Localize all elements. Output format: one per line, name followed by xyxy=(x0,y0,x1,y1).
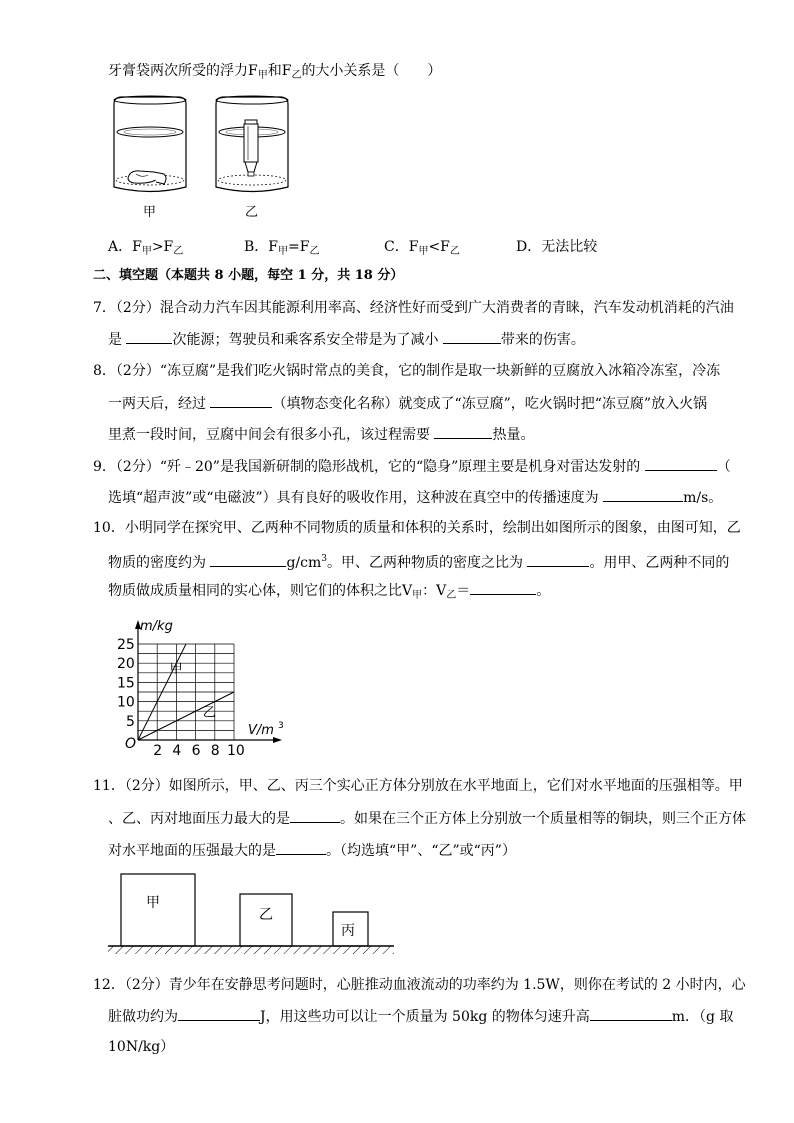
q8-line2 xyxy=(108,393,707,414)
q10-eq: ＝ xyxy=(456,583,471,599)
q10-end: 。 xyxy=(536,583,551,599)
y-tick-label: 5 xyxy=(126,713,135,730)
q10-sub-jia: 甲 xyxy=(412,590,423,601)
q9-line1 xyxy=(93,456,731,477)
y-tick-label: 25 xyxy=(117,637,135,653)
x-tick-label: 6 xyxy=(191,743,201,759)
series-label-jia: 甲 xyxy=(169,661,183,677)
q7-blank-1[interactable] xyxy=(126,329,172,344)
q6-beakers-figure xyxy=(108,92,298,222)
q10-line1: 10．小明同学在探究甲、乙两种不同物质的质量和体积的关系时，绘制出如图所示的图象，由图可知，乙 xyxy=(93,520,741,536)
beaker-jia xyxy=(114,96,186,192)
q10-line3 xyxy=(108,580,550,606)
cube-yi-label: 乙 xyxy=(259,907,273,923)
q10-line2 xyxy=(108,549,729,573)
q11-line2 xyxy=(108,808,746,829)
q6-stem-end: 的大小关系是（ ） xyxy=(301,63,442,79)
q12-line3: 10N/kg） xyxy=(108,1039,175,1055)
q7-blank-2[interactable] xyxy=(443,329,501,344)
q11-text-c: 对水平地面的压强最大的是 xyxy=(108,843,276,859)
q6-and: 和 xyxy=(267,63,282,79)
option-c-rel: <F xyxy=(428,239,450,255)
q10-sub-yi: 乙 xyxy=(446,590,457,601)
x-tick-label: 10 xyxy=(227,743,245,759)
q11-blank-2[interactable] xyxy=(276,840,326,855)
q11-line3 xyxy=(108,840,516,861)
toothpaste-crumpled xyxy=(128,171,166,184)
q10-blank-2[interactable] xyxy=(527,552,589,567)
cube-jia-label: 甲 xyxy=(146,895,160,911)
q10-unit: g/cm xyxy=(286,555,322,571)
q6-stem-text: 牙膏袋两次所受的浮力 xyxy=(108,63,248,79)
q9-line2 xyxy=(108,487,722,508)
q10-text-d: 物质做成质量相同的实心体，则它们的体积之比V xyxy=(108,583,413,599)
q11-text-d: 。（均选填“甲”、“乙”或“丙”） xyxy=(326,843,516,859)
q12-blank-1[interactable] xyxy=(178,1006,260,1021)
q10-unit-sup: 3 xyxy=(321,554,327,564)
q7-text-a: 是 xyxy=(108,332,127,348)
q6-option-b xyxy=(244,237,319,262)
option-d-key: D．无法比较 xyxy=(516,239,598,255)
option-c-sub1: 甲 xyxy=(418,246,429,257)
beaker-label-yi: 乙 xyxy=(245,205,259,220)
x-tick-label: 2 xyxy=(153,743,163,759)
chart-x-label: V/m xyxy=(248,723,274,738)
q9-text-c: 选填“超声波”或“电磁波”）具有良好的吸收作用，这种波在真空中的传播速度为 xyxy=(108,490,604,506)
q11-blank-1[interactable] xyxy=(290,808,340,823)
x-tick-label: 8 xyxy=(210,743,220,759)
chart-origin-label: O xyxy=(125,736,137,752)
option-b-sub1: 甲 xyxy=(278,246,289,257)
q9-text-a: 9．（2分）“歼﹣20”是我国新研制的隐形战机，它的“隐身”原理主要是机身对雷达发射的 xyxy=(93,459,645,475)
beaker-label-jia: 甲 xyxy=(143,205,157,220)
x-axis-arrow xyxy=(273,737,282,743)
q9-blank-1[interactable] xyxy=(645,456,717,471)
q10-text-b: 。甲、乙两种物质的密度之比为 xyxy=(326,555,528,571)
y-tick-label: 15 xyxy=(117,675,135,692)
option-b-rel: =F xyxy=(288,239,310,255)
q8-text-d: 热量。 xyxy=(492,427,535,443)
q10-text-c: 。用甲、乙两种不同的 xyxy=(589,555,730,571)
chart-grid xyxy=(138,644,234,740)
q7-line1: 7．（2分）混合动力汽车因其能源利用率高、经济性好而受到广大消费者的青睐，汽车发动机消耗的汽油 xyxy=(93,300,734,316)
q12-line2 xyxy=(108,1006,733,1027)
q12-text-c: m．（g 取 xyxy=(671,1009,734,1025)
q7-line2 xyxy=(108,329,585,350)
q7-text-c: 带来的伤害。 xyxy=(500,332,585,348)
q9-blank-2[interactable] xyxy=(603,487,683,502)
q6-f-symbol-2: F xyxy=(281,63,292,79)
q8-line3 xyxy=(108,424,534,445)
series-label-yi: 乙 xyxy=(202,705,216,721)
toothpaste-tube-upright xyxy=(244,120,258,176)
ground-hatch xyxy=(108,946,394,954)
option-c-key: C．F xyxy=(384,239,419,255)
q12-text-a: 脏做功约为 xyxy=(108,1009,178,1025)
q8-blank-2[interactable] xyxy=(434,424,492,439)
section-2-title: 二、填空题（本题共 8 小题，每空 1 分，共 18 分） xyxy=(93,268,404,283)
q10-blank-3[interactable] xyxy=(470,580,536,595)
q10-text-e: ：V xyxy=(422,583,447,599)
q8-text-b: （填物态变化名称）就变成了“冻豆腐”，吃火锅时把“冻豆腐”放入火锅 xyxy=(272,396,708,412)
q8-text-a: 一两天后，经过 xyxy=(108,396,211,412)
cube-bing-label: 丙 xyxy=(341,923,355,939)
q8-text-c: 里煮一段时间，豆腐中间会有很多小孔，该过程需要 xyxy=(108,427,435,443)
beaker-yi xyxy=(216,96,288,192)
q11-line1: 11．（2分）如图所示，甲、乙、丙三个实心正方体分别放在水平地面上，它们对水平地面的压强相等。甲 xyxy=(93,778,743,794)
option-a-sub2: 乙 xyxy=(173,246,184,257)
option-c-sub2: 乙 xyxy=(449,246,460,257)
option-a-key: A．F xyxy=(108,239,142,255)
y-tick-label: 20 xyxy=(117,656,135,673)
y-tick-label: 10 xyxy=(117,694,135,711)
q6-f-symbol: F xyxy=(248,63,258,79)
q10-blank-1[interactable] xyxy=(210,552,286,567)
q11-text-a: 、乙、丙对地面压力最大的是 xyxy=(108,811,290,827)
q6-option-a xyxy=(108,237,183,262)
q6-sub-yi: 乙 xyxy=(291,70,302,81)
option-a-sub1: 甲 xyxy=(141,246,152,257)
series-line-yi xyxy=(138,692,234,740)
chart-ticks xyxy=(117,637,245,759)
q12-text-b: J，用这些功可以让一个质量为 50kg 的物体匀速升高 xyxy=(260,1009,590,1025)
option-a-rel: >F xyxy=(151,239,174,255)
q11-text-b: 。如果在三个正方体上分别放一个质量相等的铜块，则三个正方体 xyxy=(340,811,746,827)
q6-stem xyxy=(108,61,441,86)
q7-text-b: 次能源；驾驶员和乘客系安全带是为了减小 xyxy=(172,332,443,348)
q8-blank-1[interactable] xyxy=(210,393,272,408)
chart-x-label-sup: 3 xyxy=(278,721,284,731)
q6-option-c xyxy=(384,237,460,262)
option-b-key: B．F xyxy=(244,239,279,255)
q6-option-d xyxy=(516,237,597,257)
q8-line1: 8．（2分）“冻豆腐”是我们吃火锅时常点的美食，它的制作是取一块新鲜的豆腐放入冰箱冷冻室，冷冻 xyxy=(93,363,721,379)
q11-cubes-figure xyxy=(108,872,398,962)
x-tick-label: 4 xyxy=(172,743,182,759)
option-b-sub2: 乙 xyxy=(309,246,320,257)
q9-text-b: （ xyxy=(716,459,731,475)
q12-line1: 12．（2分）青少年在安静思考问题时，心脏推动血液流动的功率约为 1.5W，则你在考试的 2 小时内，心 xyxy=(93,977,746,993)
q10-text-a: 物质的密度约为 xyxy=(108,555,211,571)
q10-mass-volume-chart xyxy=(108,612,288,762)
q6-sub-jia: 甲 xyxy=(257,70,268,81)
chart-y-label: m/kg xyxy=(140,619,173,634)
q9-unit: m/s。 xyxy=(683,490,723,506)
q12-blank-2[interactable] xyxy=(590,1006,672,1021)
